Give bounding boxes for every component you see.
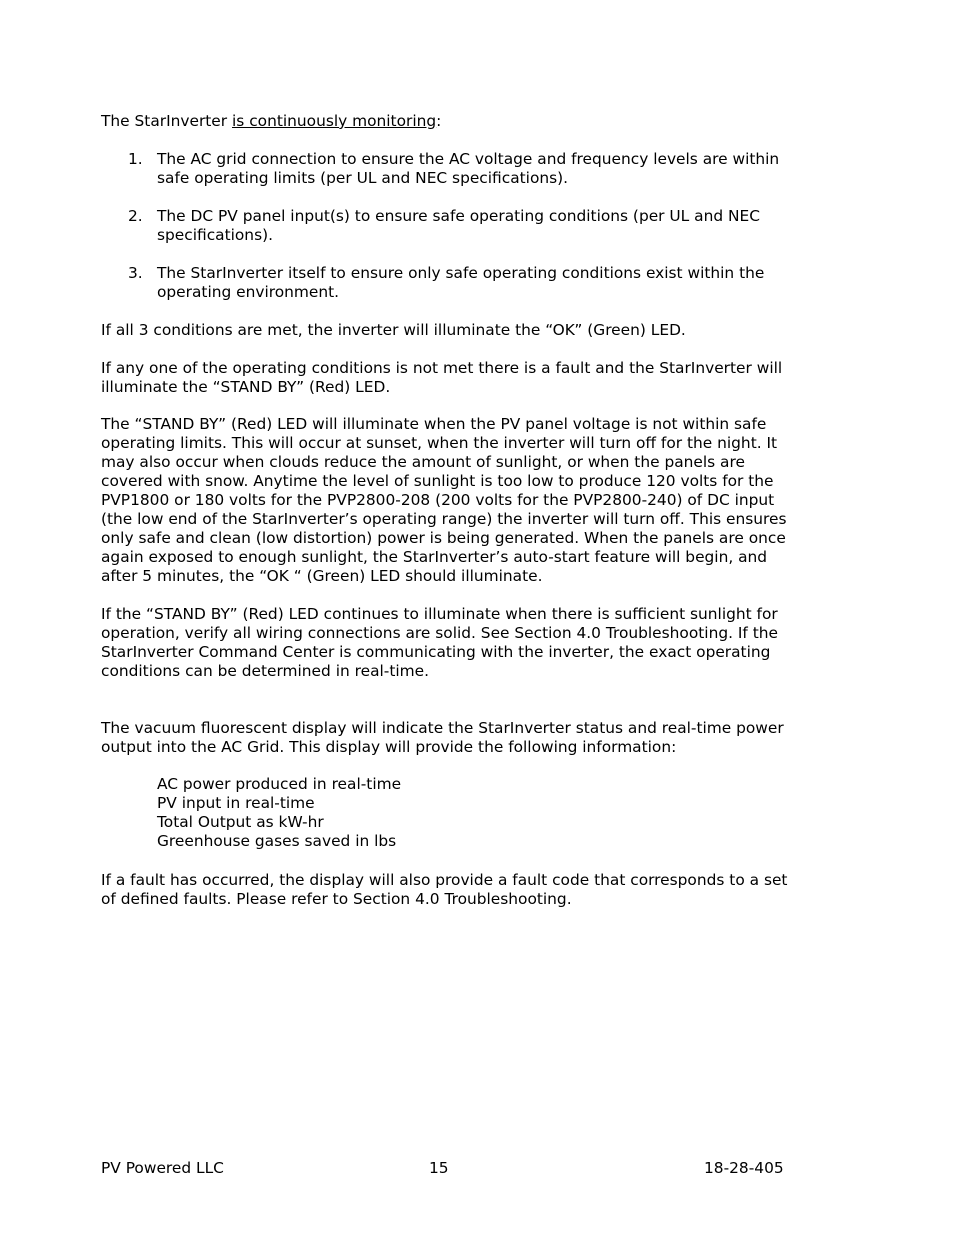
underlined-phrase: is continuously monitoring (232, 112, 437, 130)
standby-paragraph: The “STAND BY” (Red) LED will illuminate when the PV panel voltage is not within safe operating limits. This will occur at sunset, when the inverter will turn off for the night. It may also occur when clouds reduce the amount of sunlight, or when the panels are covered with snow. Anytime the level of sunlight is too low to produce 120 volts for the PVP1800 or 180 volts for the PVP2800-208 (200 volts for the PVP2800-240) of DC input (the low end of the StarInverter’s operating range) the inverter will turn off. This ensures only safe and clean (low distortion) power is being generated. When the panels are once again exposed to enough sunlight, the StarInverter’s auto-start feature will begin, and after 5 minutes, the “OK “ (Green) LED should illuminate. (101, 415, 787, 585)
ok-paragraph: If all 3 conditions are met, the inverter will illuminate the “OK” (Green) LED. (101, 321, 686, 339)
footer-company: PV Powered LLC (101, 1159, 224, 1177)
fault-code-paragraph: If a fault has occurred, the display will also provide a fault code that corresponds to a set of defined faults. Please refer to Section 4.0 Troubleshooting. (101, 871, 788, 908)
fault-paragraph: If any one of the operating conditions is not met there is a fault and the StarInverter will illuminate the “STAND BY” (Red) LED. (101, 359, 783, 396)
document-page: The StarInverter is continuously monitoring: 1. The AC grid connection to ensure the AC voltage and frequency levels are within safe operating limits (per UL and NEC specifications). 2. The DC PV panel input(s) to ensure safe operating conditions (per UL and NEC specifications). 3. The StarInverter itself to ensure only safe operating conditions exist within the operating environment. If all 3 conditions are met, the inverter will illuminate the “OK” (Green) LED. If any one of the operating conditions is not met there is a fault and the StarInverter will illuminate the “STAND BY” (Red) LED. The “STAND BY” (Red) LED will illuminate when the PV panel voltage is not within safe operating limits. This will occur at sunset, when the inverter will turn off for the night. It may also occur when clouds reduce the amount of sunlight, or when the panels are covered with snow. Anytime the level of sunlight is too low to produce 120 volts for the PVP1800 or 180 volts for the PVP2800-208 (200 volts for the PVP2800-240) of DC input (the low end of the StarInverter’s operating range) the inverter will turn off. This ensures only safe and clean (low distortion) power is being generated. When the panels are once again exposed to enough sunlight, the StarInverter’s auto-start feature will begin, and after 5 minutes, the “OK “ (Green) LED should illuminate. If the “STAND BY” (Red) LED continues to illuminate when there is sufficient sunlight for operation, verify all wiring connections are solid. See Section 4.0 Troubleshooting. If the StarInverter Command Center is communicating with the inverter, the exact operating conditions can be determined in real-time. The vacuum fluorescent display will indicate the StarInverter status and real-time power output into the AC Grid. This display will provide the following information: AC power produced in real-time PV input in real-time Total Output as kW-hr Greenhouse gases saved in lbs If a fault has occurred, the display will also provide a fault code that corresponds to a set of defined faults. Please refer to Section 4.0 Troubleshooting. PV Powered LLC 15 18-28-405 (0, 0, 954, 1235)
intro-paragraph: The StarInverter is continuously monitoring: (101, 112, 442, 130)
continues-paragraph: If the “STAND BY” (Red) LED continues to illuminate when there is sufficient sunlight for operation, verify all wiring connections are solid. See Section 4.0 Troubleshooting. If the StarInverter Command Center is communicating with the inverter, the exact operating conditions can be determined in real-time. (101, 605, 778, 680)
list-item: PV input in real-time (157, 794, 315, 812)
list-item: AC power produced in real-time (157, 775, 402, 793)
list-item: Greenhouse gases saved in lbs (157, 832, 397, 850)
list-item: Total Output as kW-hr (157, 813, 324, 831)
display-paragraph: The vacuum fluorescent display will indicate the StarInverter status and real-time power output into the AC Grid. This display will provide the following information: (101, 719, 784, 756)
display-info-list (157, 775, 401, 851)
footer-doc-number: 18-28-405 (704, 1159, 784, 1177)
footer-page-number: 15 (429, 1159, 449, 1177)
